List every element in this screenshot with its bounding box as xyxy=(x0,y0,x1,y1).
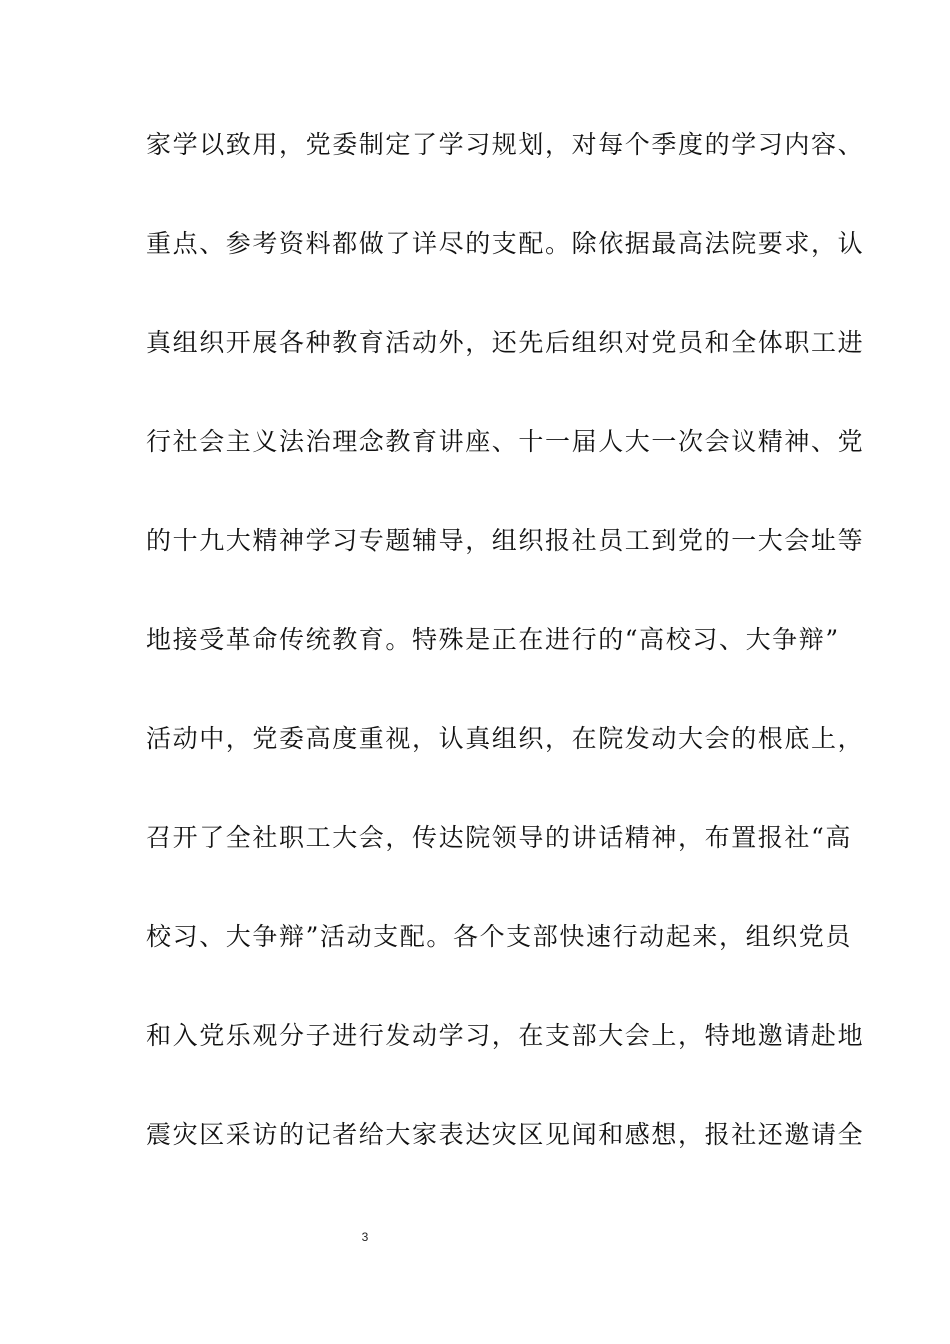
text-line: 家学以致用，党委制定了学习规划，对每个季度的学习内容、 xyxy=(146,130,865,159)
text-line: 校习、大争辩”活动支配。各个支部快速行动起来，组织党员 xyxy=(146,922,852,951)
text-line: 召开了全社职工大会，传达院领导的讲话精神，布置报社“高 xyxy=(146,823,852,852)
text-line: 行社会主义法治理念教育讲座、十一届人大一次会议精神、党 xyxy=(146,427,865,456)
text-line: 真组织开展各种教育活动外，还先后组织对党员和全体职工进 xyxy=(146,328,865,357)
text-line: 重点、参考资料都做了详尽的支配。除依据最高法院要求，认 xyxy=(146,229,865,258)
page-number: 3 xyxy=(361,1230,369,1244)
body-paragraph xyxy=(146,127,865,1216)
text-line: 和入党乐观分子进行发动学习，在支部大会上，特地邀请赴地 xyxy=(146,1021,865,1050)
text-line: 震灾区采访的记者给大家表达灾区见闻和感想，报社还邀请全 xyxy=(146,1120,865,1149)
text-line: 活动中，党委高度重视，认真组织，在院发动大会的根底上， xyxy=(146,724,865,753)
text-line: 地接受革命传统教育。特殊是正在进行的“高校习、大争辩” xyxy=(146,625,840,654)
text-line: 的十九大精神学习专题辅导，组织报社员工到党的一大会址等 xyxy=(146,526,865,555)
